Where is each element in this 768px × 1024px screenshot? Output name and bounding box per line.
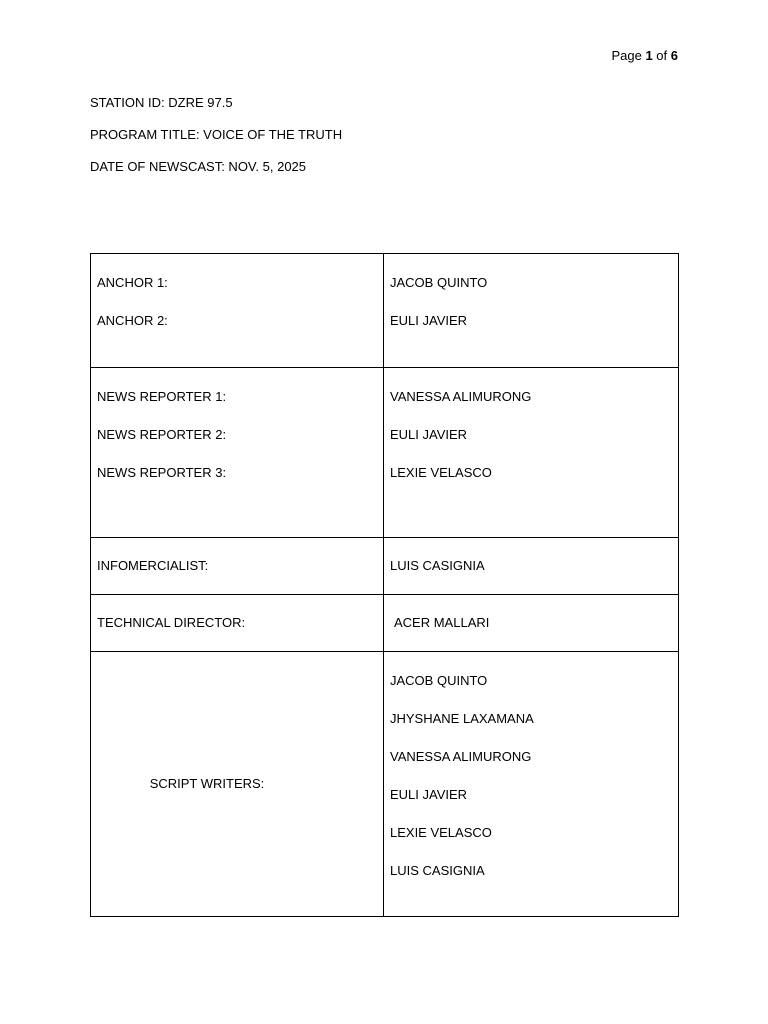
newscast-header: [90, 94, 342, 190]
program-title: PROGRAM TITLE: VOICE OF THE TRUTH: [90, 127, 343, 142]
station-id: STATION ID: DZRE 97.5: [90, 95, 233, 110]
reporter-2-name: EULI JAVIER: [390, 427, 468, 442]
script-writer-name: VANESSA ALIMURONG: [390, 749, 532, 764]
page-indicator: [611, 47, 678, 65]
table-row-technical-director: [91, 595, 679, 652]
technical-director-label-cell: [91, 595, 384, 652]
reporter-1-name: VANESSA ALIMURONG: [390, 389, 532, 404]
staff-roster-table: [90, 253, 679, 917]
technical-director-name: ACER MALLARI: [394, 615, 490, 630]
script-writer-name: JHYSHANE LAXAMANA: [390, 711, 534, 726]
technical-director-label: TECHNICAL DIRECTOR:: [97, 615, 246, 630]
reporter-3-label: NEWS REPORTER 3:: [97, 465, 227, 480]
technical-director-name-cell: [384, 595, 679, 652]
table-row-infomercialist: [91, 538, 679, 595]
script-writer-name: EULI JAVIER: [390, 787, 468, 802]
page-separator: of: [656, 48, 668, 63]
anchors-names-cell: [384, 254, 679, 368]
reporters-label-cell: [91, 368, 384, 538]
anchor-1-label: ANCHOR 1:: [97, 275, 168, 290]
script-writers-label: SCRIPT WRITERS:: [149, 776, 265, 791]
infomercialist-label-cell: [91, 538, 384, 595]
current-page-number: 1: [645, 48, 653, 63]
infomercialist-label: INFOMERCIALIST:: [97, 558, 209, 573]
date-of-newscast: DATE OF NEWSCAST: NOV. 5, 2025: [90, 159, 307, 174]
infomercialist-name: LUIS CASIGNIA: [390, 558, 485, 573]
anchors-label-cell: [91, 254, 384, 368]
anchor-1-name: JACOB QUINTO: [390, 275, 488, 290]
reporters-names-cell: [384, 368, 679, 538]
table-row-anchors: [91, 254, 679, 368]
script-writers-names-cell: [384, 652, 679, 917]
reporter-3-name: LEXIE VELASCO: [390, 465, 492, 480]
table-row-reporters: [91, 368, 679, 538]
page-prefix: Page: [611, 48, 642, 63]
anchor-2-name: EULI JAVIER: [390, 313, 468, 328]
script-writer-name: JACOB QUINTO: [390, 673, 488, 688]
script-writer-name: LUIS CASIGNIA: [390, 863, 485, 878]
total-page-count: 6: [670, 48, 678, 63]
infomercialist-name-cell: [384, 538, 679, 595]
script-writers-label-cell: [91, 652, 384, 917]
script-writer-name: LEXIE VELASCO: [390, 825, 492, 840]
reporter-2-label: NEWS REPORTER 2:: [97, 427, 227, 442]
reporter-1-label: NEWS REPORTER 1:: [97, 389, 227, 404]
anchor-2-label: ANCHOR 2:: [97, 313, 168, 328]
table-row-script-writers: [91, 652, 679, 917]
